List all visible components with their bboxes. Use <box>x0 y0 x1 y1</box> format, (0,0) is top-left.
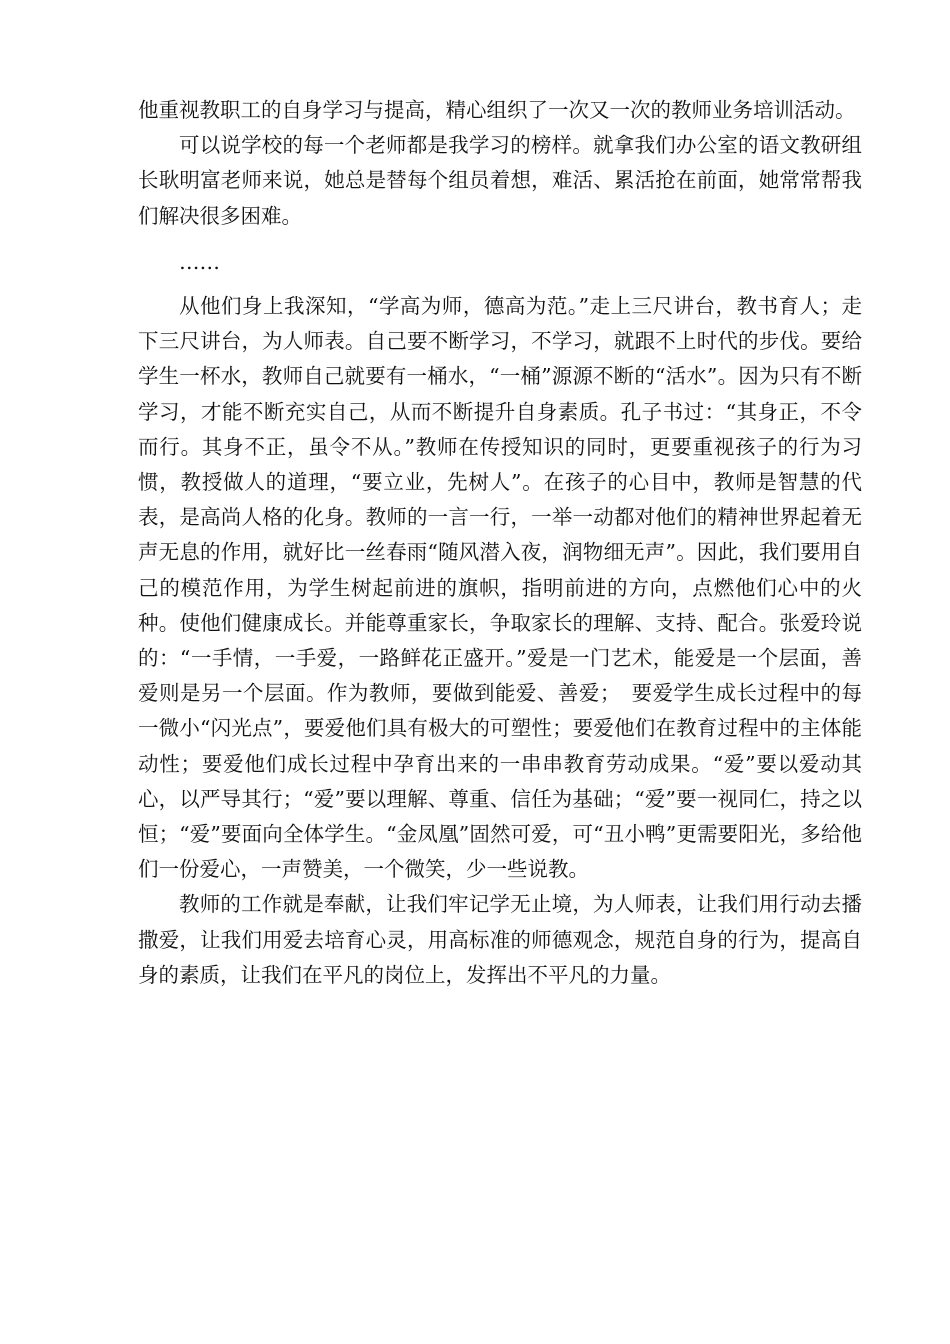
paragraph-1: 他重视教职工的自身学习与提高，精心组织了一次又一次的教师业务培训活动。 <box>138 98 856 122</box>
paragraph-5: 教师的工作就是奉献，让我们牢记学无止境，为人师表，让我们用行动去播撒爱，让我们用爱去培育心灵，用高标准的师德观念，规范自身的行为，提高自身的素质，让我们在平凡的岗位上，发挥出不平凡的力量。 <box>138 892 862 987</box>
document-page <box>138 93 862 993</box>
paragraph-4: 从他们身上我深知，“学高为师，德高为范。”走上三尺讲台，教书育人；走下三尺讲台，为人师表。自己要不断学习，不学习，就跟不上时代的步伐。要给学生一杯水，教师自己就要有一桶水，“一桶”源源不断的“活水”。因为只有不断学习，才能不断充实自己，从而不断提升自身素质。孔子书过：“其身正，不令而行。其身不正，虽令不从。”教师在传授知识的同时，更要重视孩子的行为习惯，教授做人的道理，“要立业，先树人”。在孩子的心目中，教师是智慧的代表，是高尚人格的化身。教师的一言一行，一举一动都对他们的精神世界起着无声无息的作用，就好比一丝春雨“随风潜入夜，润物细无声”。因此，我们要用自己的模范作用，为学生树起前进的旗帜，指明前进的方向，点燃他们心中的火种。使他们健康成长。并能尊重家长，争取家长的理解、支持、配合。张爱玲说的：“一手情，一手爱，一路鲜花正盛开。”爱是一门艺术，能爱是一个层面，善爱则是另一个层面。作为教师，要做到能爱、善爱； 要爱学生成长过程中的每一微小“闪光点”，要爱他们具有极大的可塑性；要爱他们在教育过程中的主体能动性；要爱他们成长过程中孕育出来的一串串教育劳动成果。“爱”要以爱动其心，以严导其行；“爱”要以理解、尊重、信任为基础；“爱”要一视同仁，持之以恒；“爱”要面向全体学生。“金凤凰”固然可爱，可“丑小鸭”更需要阳光，多给他们一份爱心，一声赞美，一个微笑，少一些说教。 <box>138 294 862 882</box>
paragraph-2: 可以说学校的每一个老师都是我学习的榜样。就拿我们办公室的语文教研组长耿明富老师来说，她总是替每个组员着想，难活、累活抢在前面，她常常帮我们解决很多困难。 <box>138 133 862 228</box>
ellipsis-paragraph: …… <box>179 249 220 274</box>
